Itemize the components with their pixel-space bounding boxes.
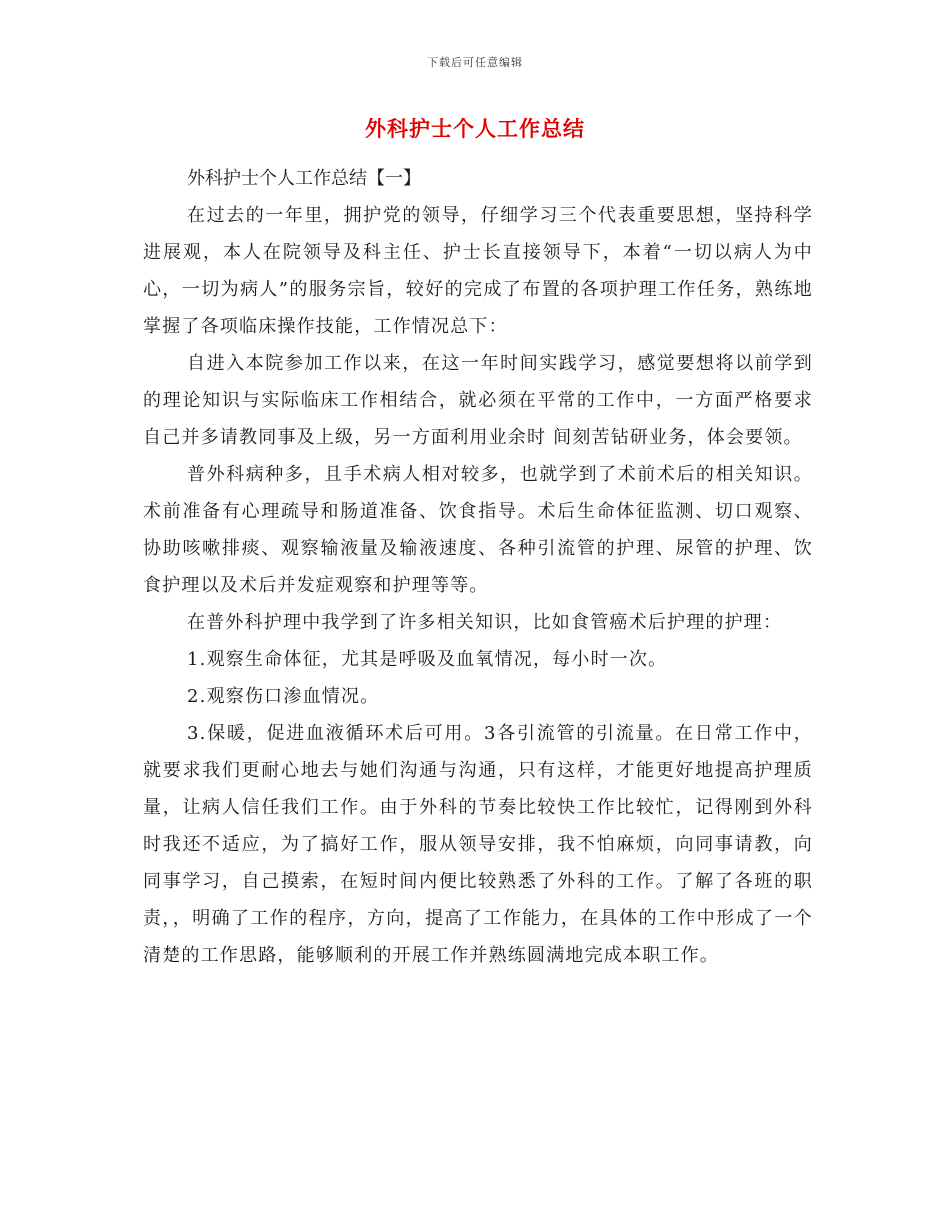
section-subtitle: 外科护士个人工作总结【一】	[187, 168, 421, 189]
document-body	[143, 160, 813, 974]
document-title: 外科护士个人工作总结	[365, 116, 585, 141]
paragraph-closing: 3.保暖，促进血液循环术后可用。3各引流管的引流量。在日常工作中，就要求我们更耐心地去与她们沟通与沟通，只有这样，才能更好地提高护理质量，让病人信任我们工作。由于外科的节奏比较快工作比较忙，记得刚到外科时我还不适应，为了搞好工作，服从领导安排，我不怕麻烦，向同事请教，向同事学习，自己摸索，在短时间内便比较熟悉了外科的工作。了解了各班的职责，，明确了工作的程序，方向，提高了工作能力，在具体的工作中形成了一个清楚的工作思路，能够顺利的开展工作并熟练圆满地完成本职工作。	[143, 723, 813, 966]
header-note: 下载后可任意编辑	[427, 56, 523, 69]
paragraph-intro: 在过去的一年里，拥护党的领导，仔细学习三个代表重要思想，坚持科学进展观，本人在院领导及科主任、护士长直接领导下，本着“一切以病人为中心，一切为病人”的服务宗旨，较好的完成了布置的各项护理工作任务，熟练地掌握了各项临床操作技能，工作情况总下：	[143, 205, 813, 337]
list-item-vital-signs: 1.观察生命体征，尤其是呼吸及血氧情况，每小时一次。	[187, 649, 668, 670]
paragraph-learning: 自进入本院参加工作以来，在这一年时间实践学习，感觉要想将以前学到的理论知识与实际临床工作相结合，就必须在平常的工作中，一方面严格要求自己并多请教同事及上级，另一方面利用业余时 间刻苦钻研业务，体会要领。	[143, 353, 813, 448]
paragraph-care-intro: 在普外科护理中我学到了许多相关知识，比如食管癌术后护理的护理：	[187, 612, 783, 633]
paragraph-surgery-knowledge: 普外科病种多，且手术病人相对较多，也就学到了术前术后的相关知识。术前准备有心理疏导和肠道准备、饮食指导。术后生命体征监测、切口观察、协助咳嗽排痰、观察输液量及输液速度、各种引流管的护理、尿管的护理、饮食护理以及术后并发症观察和护理等等。	[143, 464, 813, 596]
list-item-wound: 2.观察伤口渗血情况。	[187, 686, 380, 707]
